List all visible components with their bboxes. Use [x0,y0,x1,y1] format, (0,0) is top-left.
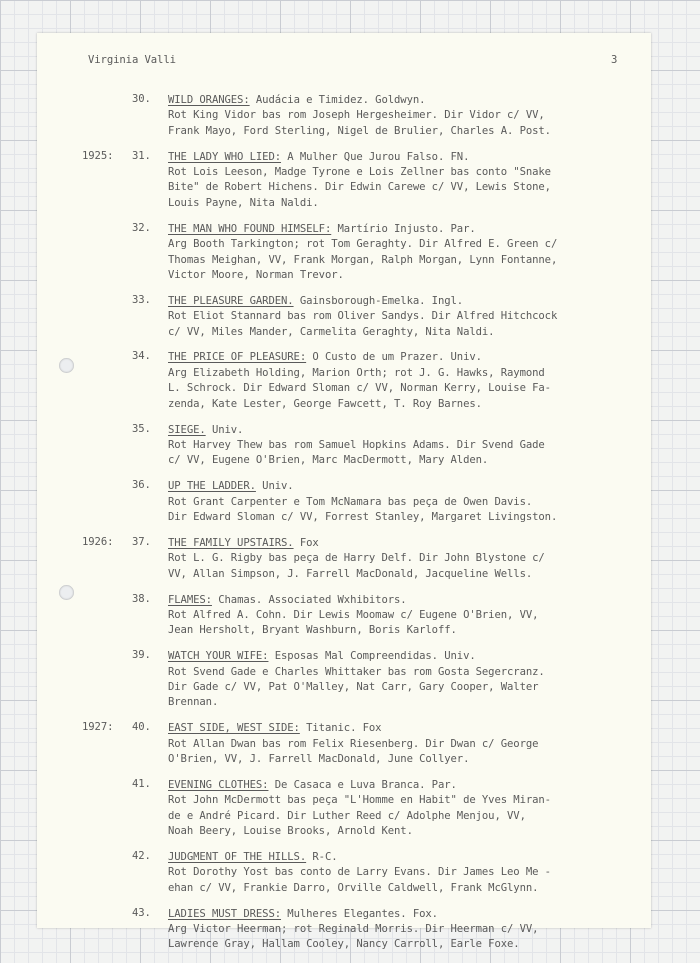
credit-line: Dir Edward Sloman c/ VV, Forrest Stanley, Margaret Livingston. [168,510,558,523]
film-entry [37,423,651,469]
film-entry [37,850,651,896]
credit-line: Rot Svend Gade e Charles Whittaker bas rom Gosta Segercranz. [168,665,545,678]
credit-line: Rot Alfred A. Cohn. Dir Lewis Moomaw c/ Eugene O'Brien, VV, [168,608,539,621]
credit-line: Rot Allan Dwan bas rom Felix Riesenberg. Dir Dwan c/ George [168,737,539,750]
film-details: Gainsborough-Emelka. Ingl. [293,294,464,307]
film-details: Martírio Injusto. Par. [331,222,476,235]
credit-line: Brennan. [168,696,219,709]
film-entry [37,479,651,525]
entry-title-line [168,850,651,865]
credit-line: c/ VV, Eugene O'Brien, Marc MacDermott, Mary Alden. [168,454,489,467]
entry-title-line [168,649,651,664]
film-entry [37,649,651,711]
credit-line: O'Brien, VV, J. Farrell MacDonald, June Collyer. [168,753,470,766]
credit-line: Rot Lois Leeson, Madge Tyrone e Lois Zellner bas conto "Snake [168,166,551,179]
entry-title-line [168,150,651,165]
year-label: 1926: [82,535,114,548]
entry-title-line [168,778,651,793]
film-entry [37,778,651,840]
credit-line: Arg Elizabeth Holding, Marion Orth; rot J. G. Hawks, Raymond [168,366,545,379]
credit-line: Lawrence Gray, Hallam Cooley, Nancy Carroll, Earle Foxe. [168,938,520,951]
entry-title-line [168,423,651,438]
credit-line: Rot John McDermott bas peça "L'Homme en Habit" de Yves Miran- [168,794,551,807]
film-details: Esposas Mal Compreendidas. Univ. [268,650,476,663]
film-details: R-C. [306,851,338,864]
year-label: 1925: [82,149,114,162]
entry-number: 40. [132,721,151,734]
credit-line: Rot King Vidor bas rom Joseph Hergesheimer. Dir Vidor c/ VV, [168,109,545,122]
page-header-name: Virginia Valli [88,54,176,66]
entry-number: 39. [132,649,151,662]
credit-line: Rot Harvey Thew bas rom Samuel Hopkins Adams. Dir Svend Gade [168,438,545,451]
credit-line: Jean Hersholt, Bryant Washburn, Boris Karloff. [168,624,457,637]
credit-line: L. Schrock. Dir Edward Sloman c/ VV, Norman Kerry, Louise Fa- [168,382,551,395]
film-entry [37,222,651,284]
entry-number: 31. [132,149,151,162]
credit-line: c/ VV, Miles Mander, Carmelita Geraghty, Nita Naldi. [168,325,495,338]
entry-title-line [168,294,651,309]
film-entry [37,350,651,412]
credit-line: Rot Eliot Stannard bas rom Oliver Sandys. Dir Alfred Hitchcock [168,310,558,323]
film-entry [37,93,651,139]
film-title: THE PLEASURE GARDEN. [168,294,294,307]
film-title: JUDGMENT OF THE HILLS. [168,851,307,864]
entry-title-line [168,93,651,108]
film-details: Fox [293,536,319,549]
film-entry [37,721,651,767]
credit-line: de e André Picard. Dir Luther Reed c/ Adolphe Menjou, VV, [168,809,526,822]
entry-number: 41. [132,777,151,790]
credit-line: Arg Victor Heerman; rot Reginald Morris. Dir Heerman c/ VV, [168,923,539,936]
entry-number: 43. [132,906,151,919]
credit-line: Noah Beery, Louise Brooks, Arnold Kent. [168,825,413,838]
film-title: LADIES MUST DRESS: [168,907,282,920]
credit-line: Dir Gade c/ VV, Pat O'Malley, Nat Carr, Gary Cooper, Walter [168,681,539,693]
entry-number: 35. [132,422,151,435]
film-title: EAST SIDE, WEST SIDE: [168,722,300,735]
film-details: Mulheres Elegantes. Fox. [281,907,438,920]
film-entry [37,907,651,953]
filmography-list [37,93,651,963]
credit-line: zenda, Kate Lester, George Fawcett, T. Roy Barnes. [168,397,482,410]
credit-line: Frank Mayo, Ford Sterling, Nigel de Brulier, Charles A. Post. [168,124,551,137]
film-title: EVENING CLOTHES: [168,778,269,791]
film-entry [37,536,651,582]
year-label: 1927: [82,721,114,734]
film-details: De Casaca e Luva Branca. Par. [268,778,457,791]
film-details: Titanic. Fox [299,722,382,735]
page-number: 3 [611,54,618,66]
credit-line: Arg Booth Tarkington; rot Tom Geraghty. Dir Alfred E. Green c/ [168,238,558,251]
film-details: Univ. [255,480,294,493]
film-entry [37,150,651,212]
entry-title-line [168,350,651,365]
film-title: WATCH YOUR WIFE: [168,650,269,663]
credit-line: Rot Dorothy Yost bas conto de Larry Evans. Dir James Leo Me - [168,866,551,879]
entry-title-line [168,907,651,922]
film-title: THE LADY WHO LIED: [168,150,282,163]
credit-line: Bite" de Robert Hichens. Dir Edwin Carewe c/ VV, Lewis Stone, [168,181,551,194]
film-details: O Custo de um Prazer. Univ. [306,351,482,364]
entry-number: 30. [132,93,151,105]
film-title: UP THE LADDER. [168,480,256,493]
film-entry [37,294,651,340]
film-title: SIEGE. [168,423,206,436]
entry-title-line [168,479,651,494]
film-title: WILD ORANGES: [168,94,250,106]
credit-line: Thomas Meighan, VV, Frank Morgan, Ralph Morgan, Lynn Fontanne, [168,253,558,266]
entry-title-line [168,536,651,551]
credit-line: Victor Moore, Norman Trevor. [168,268,344,281]
entry-number: 32. [132,221,151,234]
film-details: Univ. [205,423,244,436]
credit-line: Louis Payne, Nita Naldi. [168,196,319,209]
film-details: A Mulher Que Jurou Falso. FN. [281,150,470,163]
entry-number: 37. [132,535,151,548]
credit-line: Rot L. G. Rigby bas peça de Harry Delf. Dir John Blystone c/ [168,552,545,565]
film-title: THE MAN WHO FOUND HIMSELF: [168,222,332,235]
entry-number: 33. [132,293,151,306]
entry-title-line [168,222,651,237]
entry-number: 34. [132,350,151,363]
film-title: THE PRICE OF PLEASURE: [168,351,307,364]
credit-line: VV, Allan Simpson, J. Farrell MacDonald, Jacqueline Wells. [168,567,533,580]
film-details: Chamas. Associated Wxhibitors. [211,593,407,606]
credit-line: Rot Grant Carpenter e Tom McNamara bas peça de Owen Davis. [168,495,533,508]
entry-number: 36. [132,479,151,492]
entry-title-line [168,721,651,736]
film-details: Audácia e Timidez. Goldwyn. [249,94,426,106]
entry-number: 38. [132,592,151,605]
credit-line: ehan c/ VV, Frankie Darro, Orville Caldwell, Frank McGlynn. [168,881,539,894]
film-entry [37,593,651,639]
film-title: THE FAMILY UPSTAIRS. [168,536,294,549]
entry-number: 42. [132,850,151,863]
film-title: FLAMES: [168,593,212,606]
typed-page [37,33,651,951]
entry-title-line [168,593,651,608]
